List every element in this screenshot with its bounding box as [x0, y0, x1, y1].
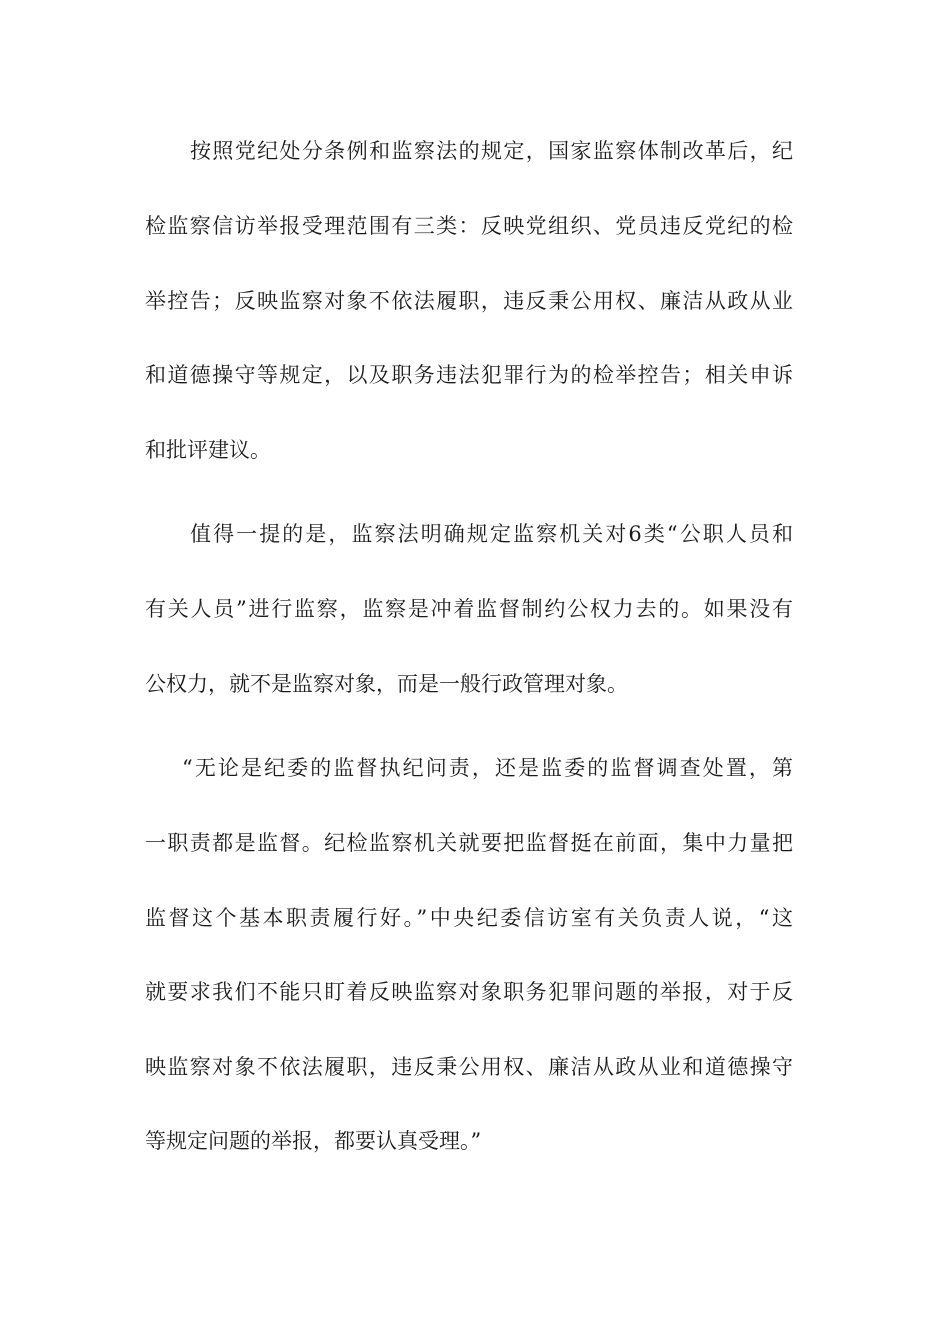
paragraph-2-line-2: 有关人员”进行监察，监察是冲着监督制约公权力去的。如果没有 — [145, 597, 793, 621]
paragraph-3-line-4: 就要求我们不能只盯着反映监察对象职务犯罪问题的举报，对于反 — [145, 980, 793, 1004]
paragraph-2-line-3: 公权力，就不是监察对象，而是一般行政管理对象。 — [145, 672, 628, 696]
paragraph-3-line-6: 等规定问题的举报，都要认真受理。” — [145, 1129, 482, 1153]
paragraph-3-line-5: 映监察对象不依法履职，违反秉公用权、廉洁从政从业和道德操守 — [145, 1055, 793, 1079]
paragraph-1-line-5: 和批评建议。 — [145, 438, 271, 462]
paragraph-1-line-3: 举控告；反映监察对象不依法履职，违反秉公用权、廉洁从政从业 — [145, 289, 793, 313]
paragraph-1-line-4: 和道德操守等规定，以及职务违法犯罪行为的检举控告；相关申诉 — [145, 363, 793, 387]
paragraph-3-line-1: “无论是纪委的监督执纪问责，还是监委的监督调查处置，第 — [182, 756, 793, 780]
paragraph-1-line-1: 按照党纪处分条例和监察法的规定，国家监察体制改革后，纪 — [190, 139, 793, 163]
paragraph-1-line-2: 检监察信访举报受理范围有三类：反映党组织、党员违反党纪的检 — [145, 214, 793, 238]
paragraph-3-line-2: 一职责都是监督。纪检监察机关就要把监督挺在前面，集中力量把 — [145, 831, 793, 855]
paragraph-2-line-1: 值得一提的是，监察法明确规定监察机关对6类“公职人员和 — [190, 522, 793, 546]
paragraph-3-line-3: 监督这个基本职责履行好。”中央纪委信访室有关负责人说，“这 — [145, 906, 793, 930]
